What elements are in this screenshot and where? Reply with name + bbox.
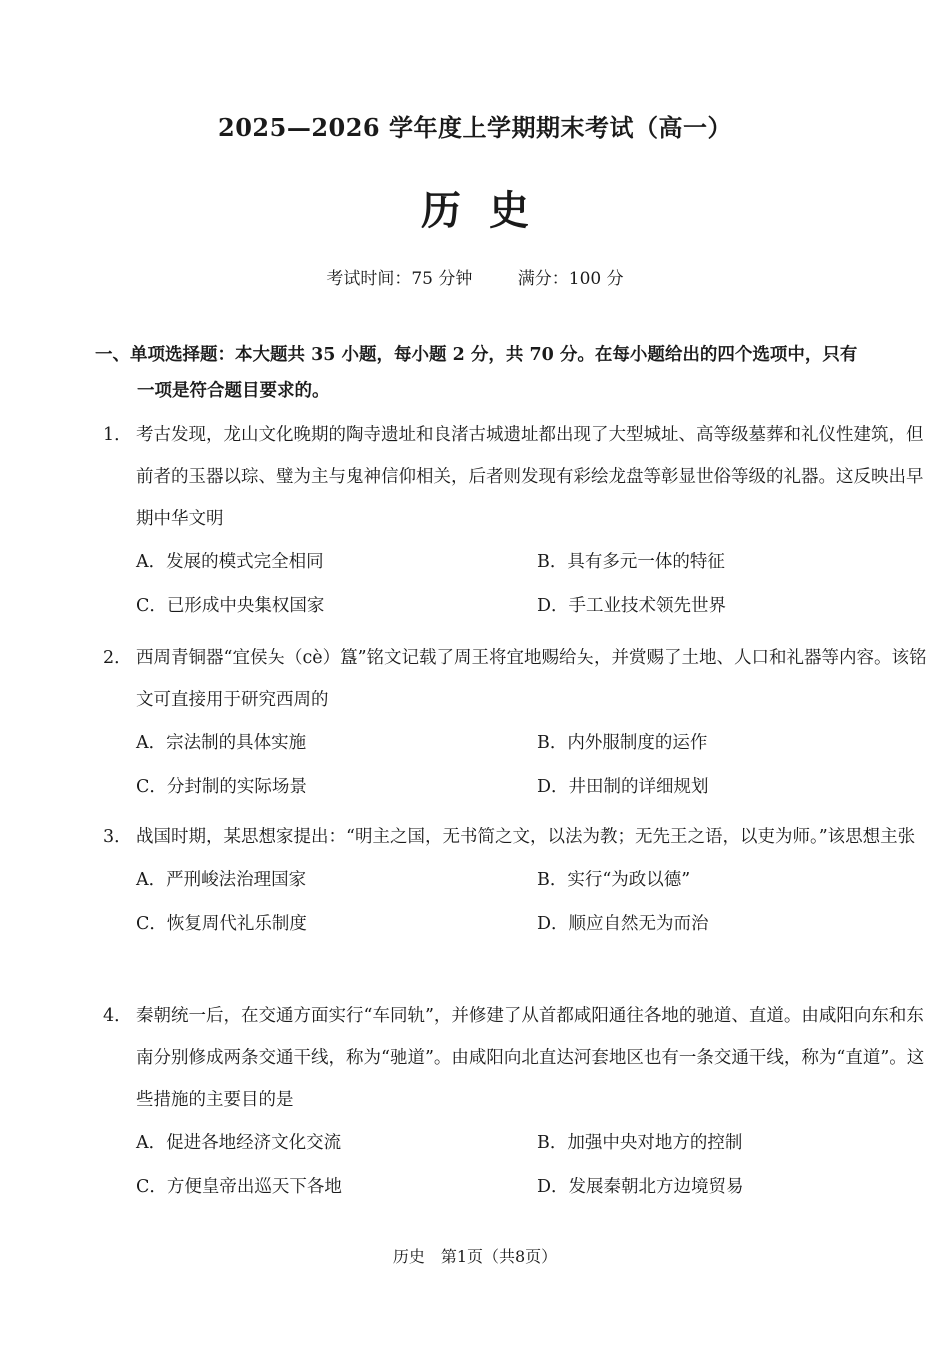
option-c: C．方便皇帝出巡天下各地 xyxy=(136,1177,342,1197)
section-heading-line1: 一、单项选择题：本大题共 35 小题，每小题 2 分，共 70 分。在每小题给出的四个选项中，只有 xyxy=(95,345,858,365)
question-stem xyxy=(103,414,933,540)
question-text: 秦朝统一后，在交通方面实行“车同轨”，并修建了从首都咸阳通往各地的驰道、直道。由咸阳向东和东南分别修成两条交通干线，称为“驰道”。由咸阳向北直达河套地区也有一条交通干线，称为“直道”。这些措施的主要目的是 xyxy=(136,1006,925,1110)
question-4 xyxy=(103,995,933,1209)
question-options xyxy=(103,540,933,628)
question-options xyxy=(103,721,933,809)
exam-info xyxy=(0,264,950,289)
question-number: 1． xyxy=(103,425,132,445)
question-options xyxy=(103,858,933,946)
option-b: B．加强中央对地方的控制 xyxy=(537,1133,743,1153)
section-heading xyxy=(95,337,935,409)
option-b: B．具有多元一体的特征 xyxy=(537,552,725,572)
question-1 xyxy=(103,414,933,628)
option-c: C．分封制的实际场景 xyxy=(136,777,307,797)
option-d: D．发展秦朝北方边境贸易 xyxy=(537,1177,744,1197)
exam-header xyxy=(0,108,950,289)
question-stem xyxy=(103,995,933,1121)
page-footer: 历史 第1页（共8页） xyxy=(392,1247,558,1266)
question-text: 西周青铜器“宜侯夨（cè）簋”铭文记载了周王将宜地赐给夨，并赏赐了土地、人口和礼器等内容。该铭文可直接用于研究西周的 xyxy=(136,648,927,710)
exam-time: 考试时间：75 分钟 xyxy=(326,269,473,289)
question-number: 3． xyxy=(103,827,132,847)
question-options xyxy=(103,1121,933,1209)
question-3 xyxy=(103,816,933,946)
option-a: A．促进各地经济文化交流 xyxy=(136,1133,342,1153)
question-number: 2． xyxy=(103,648,132,668)
subject-title: 历史 xyxy=(421,187,557,234)
option-c: C．已形成中央集权国家 xyxy=(136,596,325,616)
option-d: D．手工业技术领先世界 xyxy=(537,596,727,616)
option-b: B．实行“为政以德” xyxy=(537,870,691,890)
option-b: B．内外服制度的运作 xyxy=(537,733,708,753)
question-stem xyxy=(103,816,933,858)
question-text: 考古发现，龙山文化晚期的陶寺遗址和良渚古城遗址都出现了大型城址、高等级墓葬和礼仪性建筑，但前者的玉器以琮、璧为主与鬼神信仰相关，后者则发现有彩绘龙盘等彰显世俗等级的礼器。这反映出早期中华文明 xyxy=(136,425,924,529)
option-d: D．顺应自然无为而治 xyxy=(537,914,709,934)
question-2 xyxy=(103,637,933,809)
option-c: C．恢复周代礼乐制度 xyxy=(136,914,307,934)
option-a: A．发展的模式完全相同 xyxy=(136,552,324,572)
exam-title: 2025—2026 学年度上学期期末考试（高一） xyxy=(218,113,732,142)
option-a: A．严刑峻法治理国家 xyxy=(136,870,307,890)
option-a: A．宗法制的具体实施 xyxy=(136,733,307,753)
question-stem xyxy=(103,637,933,721)
option-d: D．井田制的详细规划 xyxy=(537,777,709,797)
exam-score: 满分：100 分 xyxy=(517,269,624,289)
question-number: 4． xyxy=(103,1006,132,1026)
question-text: 战国时期，某思想家提出：“明主之国，无书简之文，以法为教；无先王之语，以吏为师。”该思想主张 xyxy=(136,827,916,847)
section-heading-line2: 一项是符合题目要求的。 xyxy=(137,381,330,401)
